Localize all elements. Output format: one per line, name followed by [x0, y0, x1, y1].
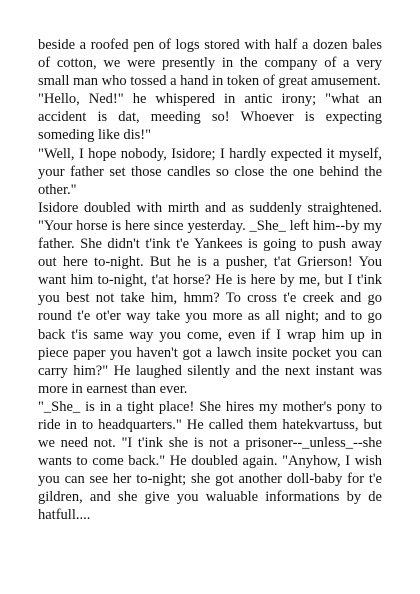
paragraph: "Hello, Ned!" he whispered in antic irony; "what an accident is dat, meeding so! Whoever is expecting someding like dis!"	[38, 91, 382, 144]
paragraph: Isidore doubled with mirth and as suddenly straightened. "Your horse is here since yesterday. _She_ left him--by my father. She didn't t'ink t'e Yankees is going to push away out here to-night. But he is a pusher, t'at Grierson! You want him to-night, t'at horse? He is here by me, but I t'ink you best not take him, hmm? To cross t'e creek and go round t'e ot'er way take you more as all night; and to go back t'is same way you come, even if I wrap him up in piece paper you haven't got a lawch insite pocket you can carry him?" He laughed silently and the next instant was more in earnest than ever.	[38, 199, 382, 397]
document-page	[38, 36, 382, 525]
paragraph: "Well, I hope nobody, Isidore; I hardly expected it myself, your father set those candles so close the one behind the other."	[38, 145, 382, 198]
paragraph: beside a roofed pen of logs stored with half a dozen bales of cotton, we were presently in the company of a very small man who tossed a hand in token of great amusement.	[38, 37, 382, 90]
paragraph: "_She_ is in a tight place! She hires my mother's pony to ride in to headquarters." He called them hatekvartuss, but we need not. "I t'ink she is not a prisoner--_unless_--she wants to come back." He doubled again. "Anyhow, I wish you can see her to-night; she got another doll-baby for t'e gildren, and she give you waluable informations by de hatfull....	[38, 398, 382, 524]
